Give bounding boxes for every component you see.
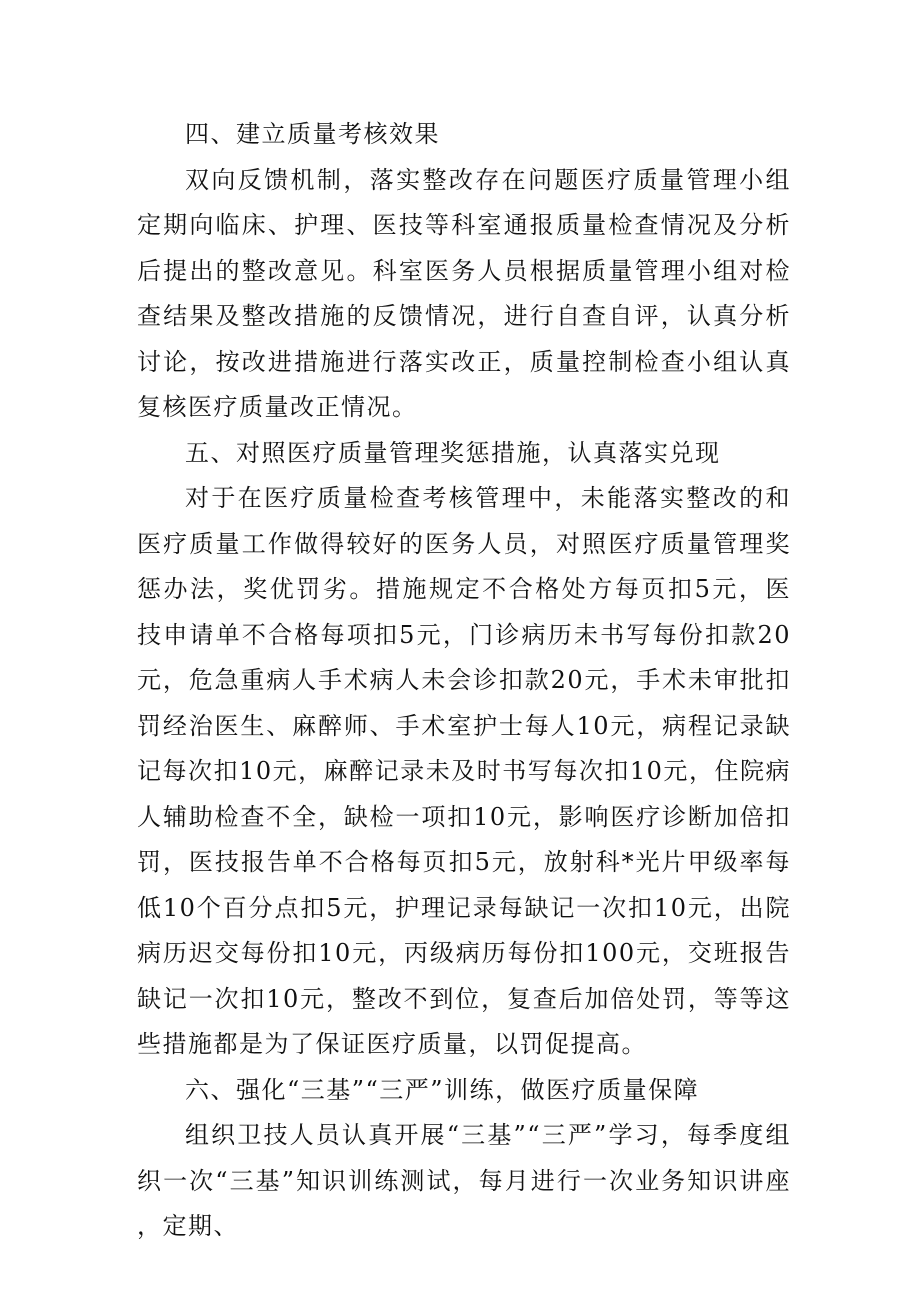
document-body bbox=[137, 112, 791, 1250]
section-paragraph-4: 双向反馈机制，落实整改存在问题医疗质量管理小组定期向临床、护理、医技等科室通报质量检查情况及分析后提出的整改意见。科室医务人员根据质量管理小组对检查结果及整改措施的反馈情况，进行自查自评，认真分析讨论，按改进措施进行落实改正，质量控制检查小组认真复核医疗质量改正情况。 bbox=[137, 165, 791, 421]
section-heading-5: 五、对照医疗质量管理奖惩措施，认真落实兑现 bbox=[185, 438, 721, 467]
section-paragraph-5: 对于在医疗质量检查考核管理中，未能落实整改的和医疗质量工作做得较好的医务人员，对照医疗质量管理奖惩办法，奖优罚劣。措施规定不合格处方每页扣5元，医技申请单不合格每项扣5元，门诊病历未书写每份扣款20元，危急重病人手术病人未会诊扣款20元，手术未审批扣罚经治医生、麻醉师、手术室护士每人10元，病程记录缺记每次扣10元，麻醉记录未及时书写每次扣10元，住院病人辅助检查不全，缺检一项扣10元，影响医疗诊断加倍扣罚，医技报告单不合格每页扣5元，放射科*光片甲级率每低10个百分点扣5元，护理记录每缺记一次扣10元，出院病历迟交每份扣10元，丙级病历每份扣100元，交班报告缺记一次扣10元，整改不到位，复查后加倍处罚，等等这些措施都是为了保证医疗质量，以罚促提高。 bbox=[137, 484, 791, 1058]
section-heading-6: 六、强化“三基”“三严”训练，做医疗质量保障 bbox=[185, 1075, 700, 1104]
section-paragraph-6: 组织卫技人员认真开展“三基”“三严”学习，每季度组织一次“三基”知识训练测试，每月进行一次业务知识讲座，定期、 bbox=[137, 1121, 791, 1240]
section-heading-4: 四、建立质量考核效果 bbox=[185, 120, 440, 148]
